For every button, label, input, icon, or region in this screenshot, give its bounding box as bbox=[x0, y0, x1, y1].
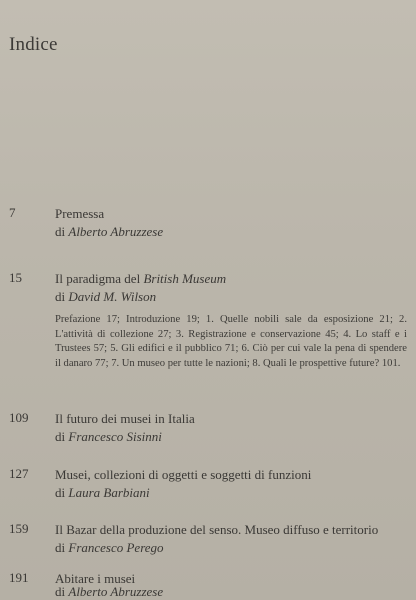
page-number: 127 bbox=[9, 466, 29, 481]
author-prefix: di bbox=[55, 540, 66, 555]
entry-summary: Prefazione 17; Introduzione 19; 1. Quelle nobili sale da esposizione 21; 2. L'attività di collezione 27; 3. Registrazione e conservazione 45; 4. Lo staff e i Trustees 57; 5. Gli edifici e il pubblico 71; 6. Ciò per cui vale la pena di spendere il danaro 77; 7. Un museo per tutte le nazioni; 8. Quali le prospettive future? 101. bbox=[55, 314, 407, 369]
entry-author: David M. Wilson bbox=[68, 289, 157, 304]
entry-author: Alberto Abruzzese bbox=[68, 584, 164, 599]
entry-author-line bbox=[55, 288, 156, 306]
entry-author-line bbox=[55, 428, 162, 446]
entry-title: Il Bazar della produzione del senso. Museo diffuso e territorio bbox=[55, 522, 379, 537]
page-title: Indice bbox=[9, 34, 58, 55]
entry-title: Musei, collezioni di oggetti e soggetti di funzioni bbox=[55, 467, 312, 482]
author-prefix: di bbox=[55, 485, 66, 500]
entry-title bbox=[55, 270, 226, 288]
author-prefix: di bbox=[55, 224, 66, 239]
entry-author-line bbox=[55, 583, 163, 600]
entry-author: Francesco Perego bbox=[68, 540, 164, 555]
entry-title: Premessa bbox=[55, 206, 105, 221]
author-prefix: di bbox=[55, 584, 66, 599]
author-prefix: di bbox=[55, 289, 66, 304]
page-number: 191 bbox=[9, 570, 29, 585]
page-number: 109 bbox=[9, 410, 29, 425]
page-number: 15 bbox=[9, 270, 22, 285]
page-number: 7 bbox=[9, 205, 16, 220]
entry-title: Il futuro dei musei in Italia bbox=[55, 411, 195, 426]
entry-title-text: Il paradigma del bbox=[55, 271, 141, 286]
entry-author-line bbox=[55, 223, 163, 241]
entry-author: Laura Barbiani bbox=[68, 485, 150, 500]
entry-author: Alberto Abruzzese bbox=[68, 224, 164, 239]
entry-author-line bbox=[55, 484, 150, 502]
entry-author-line bbox=[55, 539, 164, 557]
entry-title-italic: British Museum bbox=[143, 271, 227, 286]
entry-author: Francesco Sisinni bbox=[68, 429, 162, 444]
entry-title: Abitare i musei bbox=[55, 571, 136, 586]
page-number: 159 bbox=[9, 521, 29, 536]
author-prefix: di bbox=[55, 429, 66, 444]
